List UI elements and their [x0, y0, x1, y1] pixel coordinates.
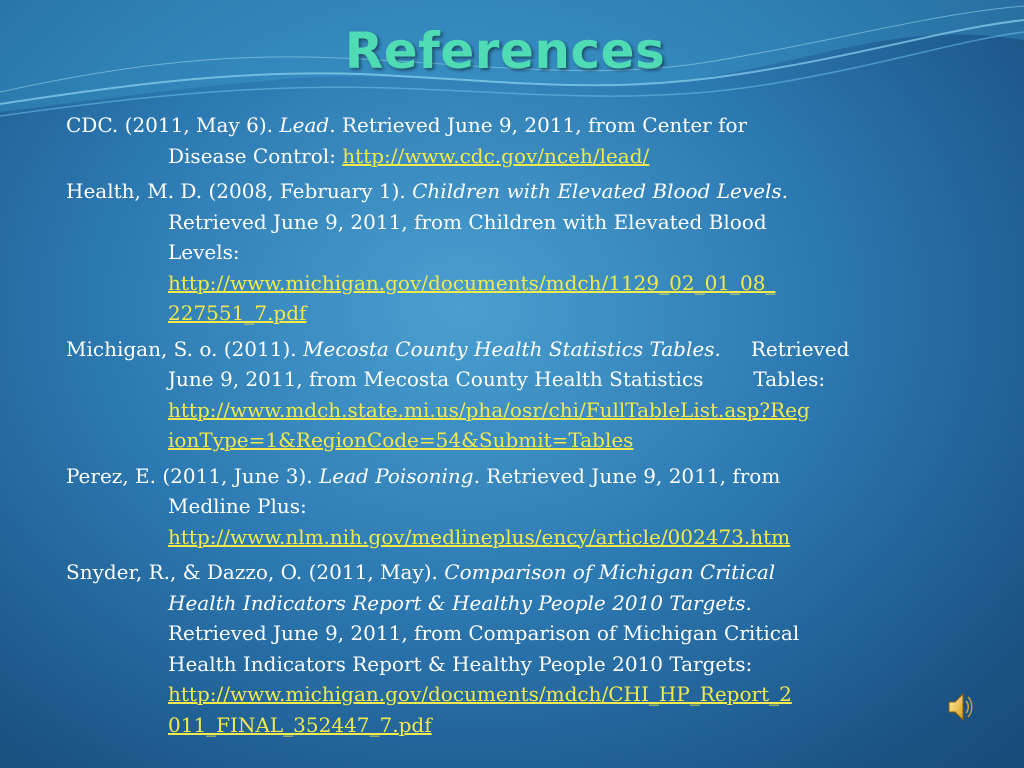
reference-link[interactable]: http://www.michigan.gov/documents/mdch/CHI_HP_Report_2 [168, 682, 792, 706]
reference-link[interactable]: http://www.mdch.state.mi.us/pha/osr/chi/FullTableList.asp?Reg [168, 397, 810, 422]
reference-text: Michigan, S. o. (2011). [66, 336, 304, 361]
reference-text: Health, M. D. (2008, February 1). [66, 179, 413, 203]
reference-title: Lead Poisoning [319, 463, 474, 488]
reference-text: Snyder, R., & Dazzo, O. (2011, May). [66, 560, 445, 584]
reference-title: Lead [279, 113, 330, 137]
speaker-icon[interactable] [947, 690, 973, 724]
reference-text: June 9, 2011, from Mecosta County Health Statistics [168, 367, 704, 391]
reference-item [66, 176, 896, 329]
reference-text: Retrieved June 9, 2011, from Children with Elevated Blood [168, 209, 767, 234]
reference-text: Retrieved [750, 336, 850, 361]
reference-text: Perez, E. (2011, June 3). [66, 463, 319, 488]
reference-text: Tables: [753, 367, 826, 391]
reference-text: . Retrieved June 9, 2011, from [473, 463, 781, 488]
reference-title: Mecosta County Health Statistics Tables. [303, 336, 721, 361]
reference-text: Retrieved June 9, 2011, from Comparison of Michigan Critical [168, 621, 800, 645]
reference-list [66, 110, 896, 745]
reference-title: Comparison of Michigan Critical [444, 560, 776, 584]
reference-title: Children with Elevated Blood Levels. [412, 179, 789, 203]
reference-item [66, 557, 896, 740]
reference-text: Medline Plus: [168, 494, 307, 518]
slide-title: References [344, 22, 666, 80]
reference-text: Levels: [168, 240, 240, 264]
reference-item [66, 461, 896, 553]
reference-link[interactable]: http://www.cdc.gov/nceh/lead/ [342, 143, 650, 168]
reference-item [66, 334, 896, 456]
reference-link[interactable]: ionType=1&RegionCode=54&Submit=Tables [168, 428, 634, 452]
reference-text: Disease Control: [168, 143, 343, 168]
reference-text: . Retrieved June 9, 2011, from Center for [329, 113, 748, 137]
reference-title: Health Indicators Report & Healthy People 2010 Targets. [168, 590, 752, 615]
reference-link[interactable]: 011_FINAL_352447_7.pdf [168, 712, 432, 737]
reference-link[interactable]: 227551_7.pdf [168, 301, 307, 325]
reference-link[interactable]: http://www.nlm.nih.gov/medlineplus/ency/article/002473.htm [168, 524, 791, 549]
reference-link[interactable]: http://www.michigan.gov/documents/mdch/1129_02_01_08_ [168, 270, 776, 295]
reference-text: Health Indicators Report & Healthy People 2010 Targets: [168, 651, 753, 676]
reference-text: CDC. (2011, May 6). [66, 113, 280, 137]
reference-item [66, 110, 896, 171]
